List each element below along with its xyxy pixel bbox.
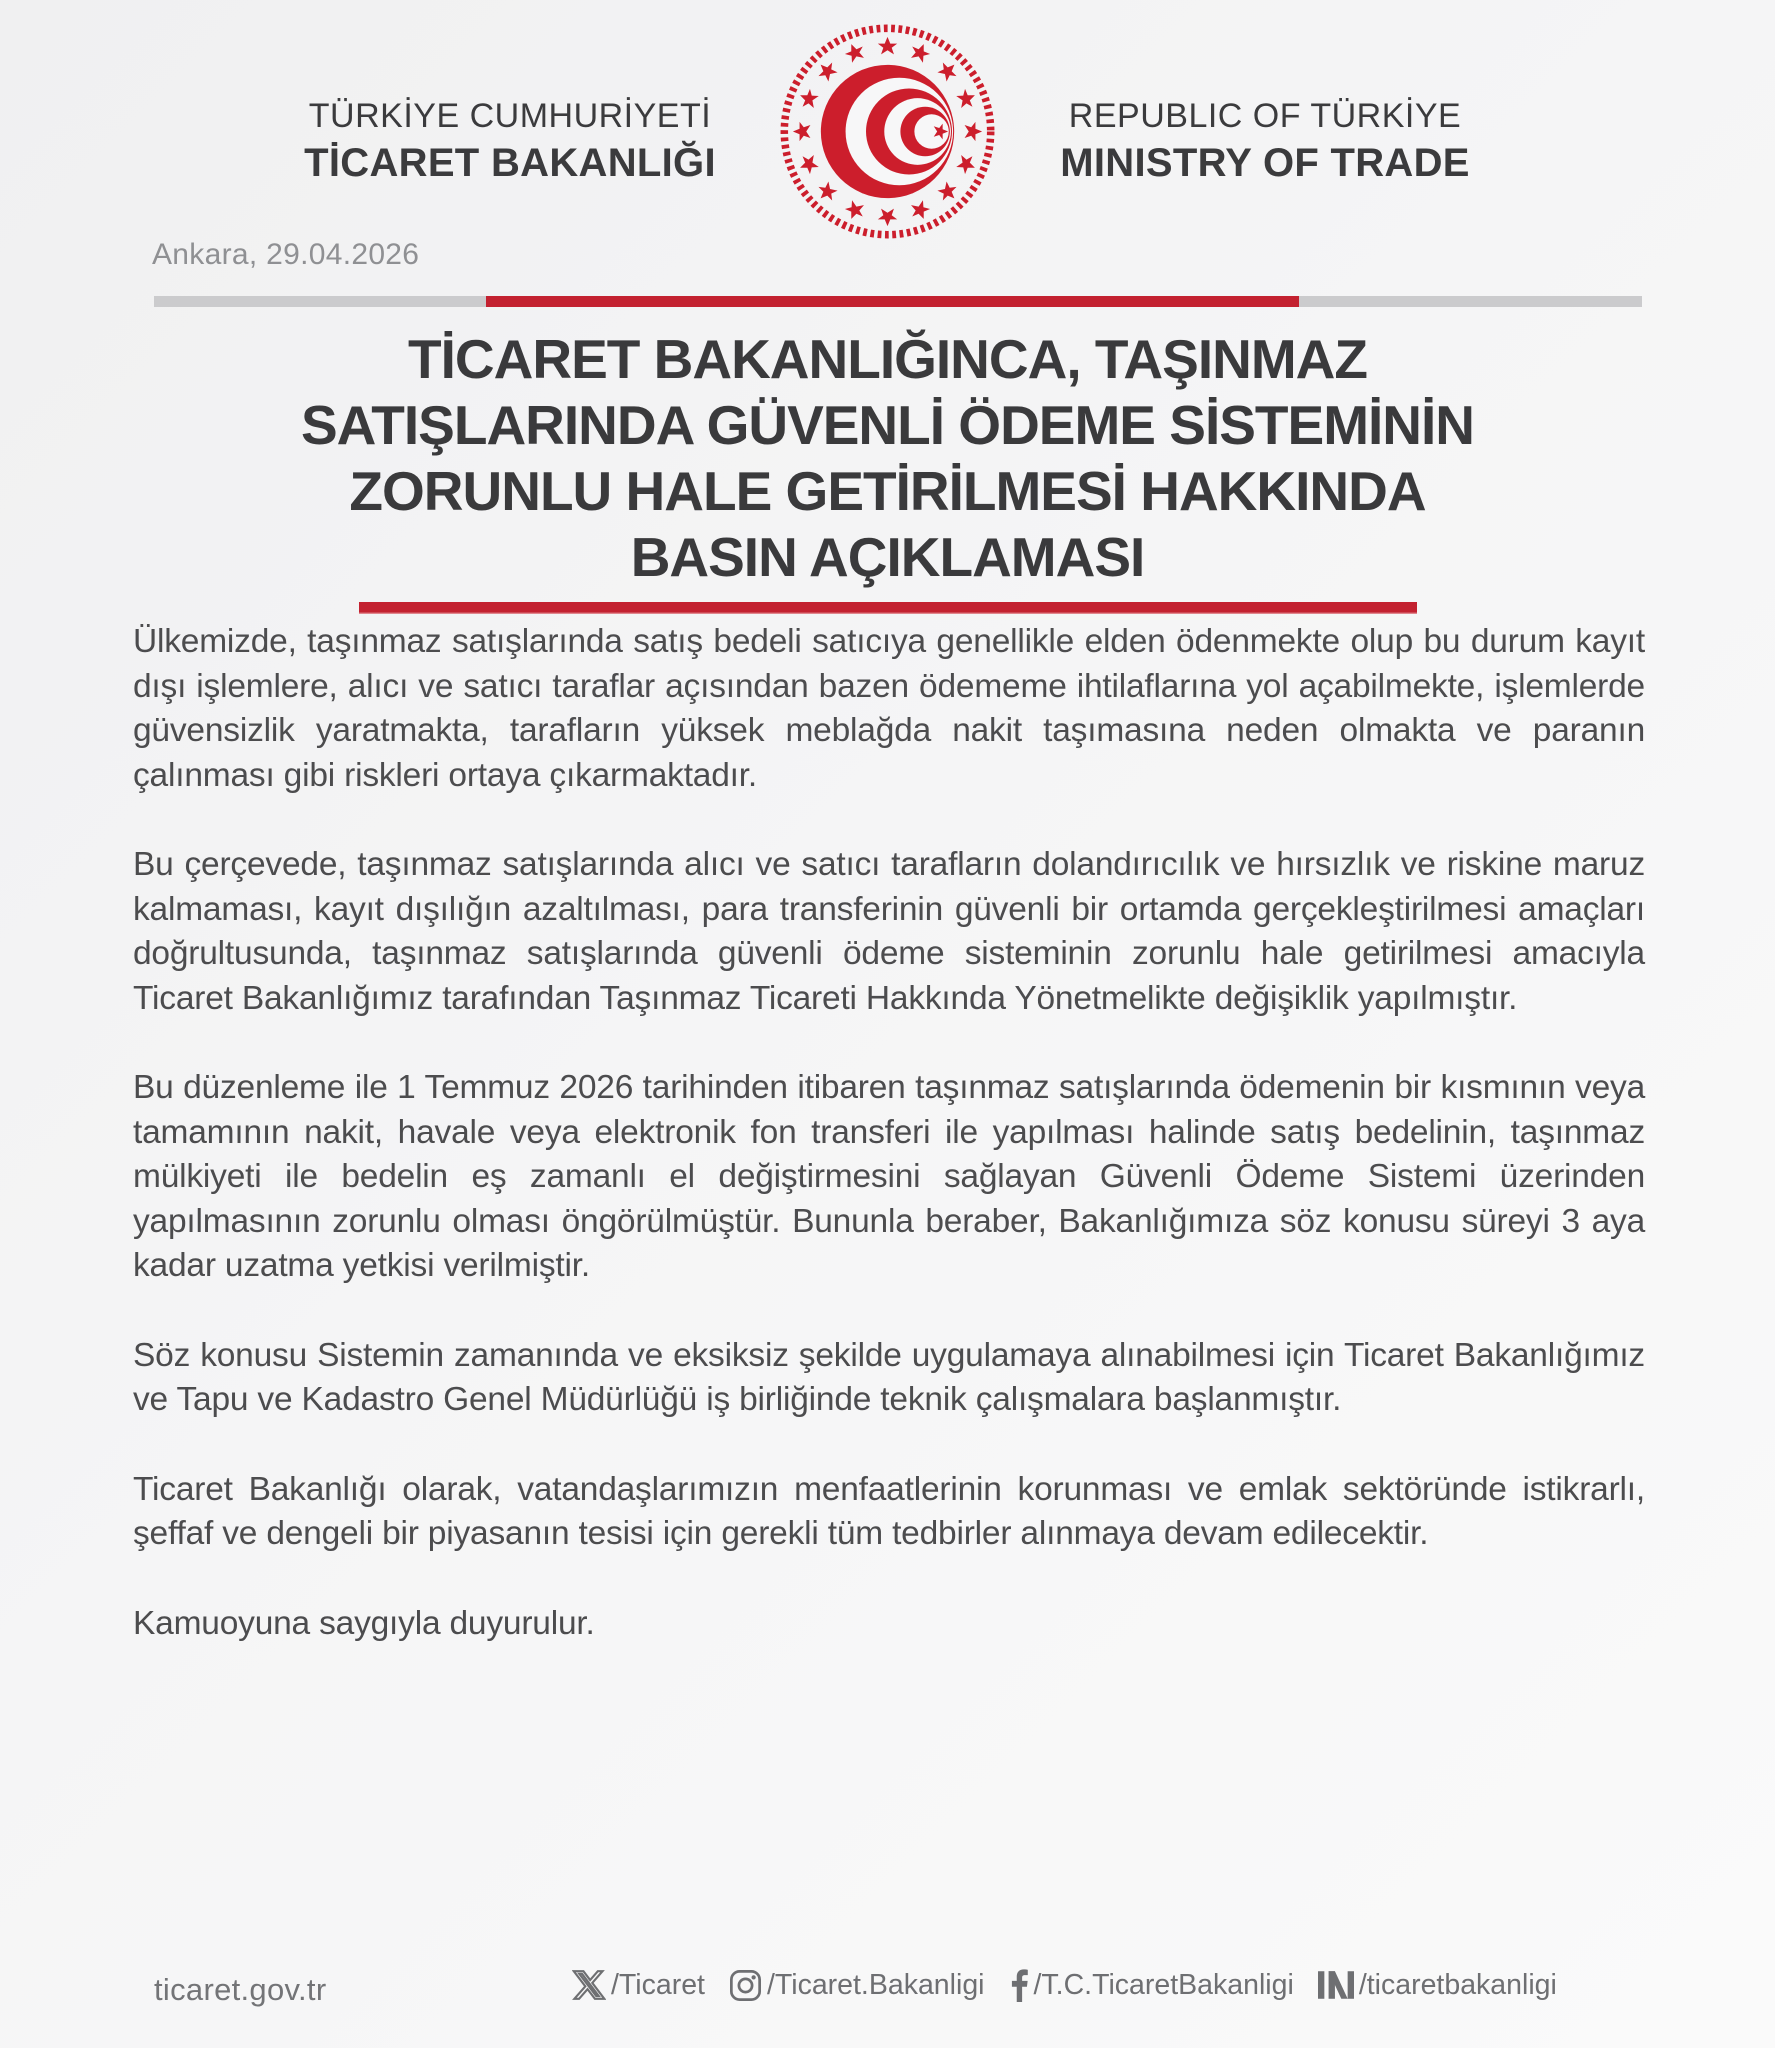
social-links-row (572, 1968, 1652, 2002)
nsosyal-handle: /ticaretbakanligi (1358, 1968, 1557, 2001)
paragraph-2: Bu çerçevede, taşınmaz satışlarında alıcı ve satıcı tarafların dolandırıcılık ve hırsızlık ve riskine maruz kalmaması, kayıt dışılığın azaltılması, para transferinin güvenli bir ortamda gerçekleştirilmesi amaçları doğrultusunda, taşınmaz satışlarında güvenli ödeme sisteminin zorunlu hale getirilmesi amacıyla Ticaret Bakanlığımız tarafından Taşınmaz Ticareti Hakkında Yönetmelikte değişiklik yapılmıştır. (133, 846, 1645, 1017)
dateline: Ankara, 29.04.2026 (152, 238, 420, 271)
header-divider-bar (154, 296, 1642, 307)
ministry-name-english (1005, 96, 1525, 186)
facebook-handle: /T.C.TicaretBakanligi (1033, 1968, 1294, 2001)
instagram-handle: /Ticaret.Bakanligi (766, 1968, 985, 2001)
paragraph-3: Bu düzenleme ile 1 Temmuz 2026 tarihinden itibaren taşınmaz satışlarında ödemenin bir kısmının veya tamamının nakit, havale veya elektronik fon transferi ile yapılması halinde satış bedelinin, taşınmaz mülkiyeti ile bedelin eş zamanlı el değiştirmesini sağlayan Güvenli Ödeme Sistemi üzerinden yapılmasının zorunlu olması öngörülmüştür. Bununla beraber, Bakanlığımıza söz konusu süreyi 3 aya kadar uzatma yetkisi verilmiştir. (133, 1069, 1645, 1284)
title-underline-bar (359, 602, 1417, 614)
ministry-of-trade-en-label: MINISTRY OF TRADE (1060, 141, 1470, 185)
paragraph-1: Ülkemizde, taşınmaz satışlarında satış bedeli satıcıya genellikle elden ödenmekte olup bu durum kayıt dışı işlemlere, alıcı ve satıcı taraflar açısından bazen ödememe ihtilaflarına yol açabilmekte, işlemlerde güvensizlik yaratmakta, tarafların yüksek meblağda nakit taşımasına neden olmakta ve paranın çalınması gibi riskleri ortaya çıkarmaktadır. (133, 623, 1645, 794)
republic-of-turkiye-tr-label: TÜRKİYE CUMHURİYETİ (308, 97, 712, 135)
x-icon (572, 1968, 606, 2002)
x-handle: /Ticaret (611, 1968, 705, 2001)
social-link-x[interactable] (572, 1968, 705, 2002)
facebook-icon (1009, 1968, 1029, 2002)
title-line-1: TİCARET BAKANLIĞINCA, TAŞINMAZ (408, 328, 1367, 390)
title-line-4: BASIN AÇIKLAMASI (630, 526, 1145, 588)
republic-of-turkiye-en-label: REPUBLIC OF TÜRKİYE (1068, 97, 1462, 135)
ministry-name-turkish (250, 96, 770, 186)
nsosyal-icon (1318, 1971, 1354, 1999)
ministry-of-trade-tr-label: TİCARET BAKANLIĞI (304, 141, 716, 185)
social-link-nsosyal[interactable] (1318, 1969, 1557, 2002)
press-release-body (133, 620, 1645, 1691)
header-divider-red-segment (486, 296, 1299, 307)
social-link-facebook[interactable] (1009, 1968, 1294, 2002)
website-link[interactable]: ticaret.gov.tr (154, 1972, 327, 2007)
social-link-instagram[interactable] (729, 1969, 985, 2002)
ministry-of-trade-logo-icon (780, 24, 995, 239)
instagram-icon (729, 1969, 762, 2002)
title-line-3: ZORUNLU HALE GETİRİLMESİ HAKKINDA (349, 460, 1426, 522)
closing-line: Kamuoyuna saygıyla duyurulur. (133, 1604, 595, 1642)
title-line-2: SATIŞLARINDA GÜVENLİ ÖDEME SİSTEMİNİN (300, 394, 1475, 456)
paragraph-5: Ticaret Bakanlığı olarak, vatandaşlarımızın menfaatlerinin korunması ve emlak sektöründe istikrarlı, şeffaf ve dengeli bir piyasanın tesisi için gerekli tüm tedbirler alınmaya devam edilecektir. (133, 1470, 1645, 1552)
page-title (0, 326, 1775, 590)
paragraph-4: Söz konusu Sistemin zamanında ve eksiksiz şekilde uygulamaya alınabilmesi için Ticaret Bakanlığımız ve Tapu ve Kadastro Genel Müdürlüğü iş birliğinde teknik çalışmalara başlanmıştır. (133, 1336, 1645, 1418)
